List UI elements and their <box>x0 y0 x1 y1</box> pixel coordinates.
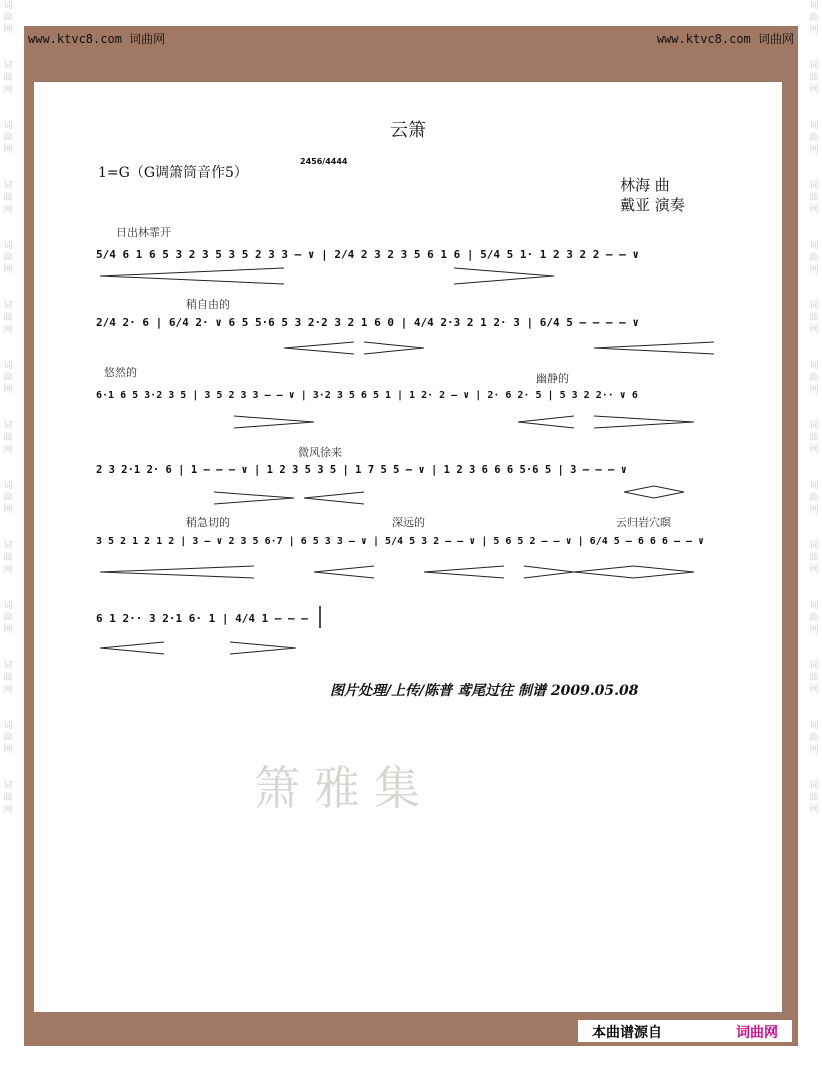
crescendo-hairpin <box>594 342 714 354</box>
side-watermark-text: 词曲网 <box>3 61 13 95</box>
side-watermark-text: 词曲网 <box>3 361 13 395</box>
score-line-6: 6 1 2·· 3 2·1 6· 1 | 4/4 1 – – – <box>96 612 308 625</box>
decrescendo-hairpin <box>634 566 694 578</box>
side-watermark-text: 词曲网 <box>809 121 819 155</box>
side-watermark-text: 词曲网 <box>809 361 819 395</box>
side-watermark-text: 词曲网 <box>809 481 819 515</box>
crescendo-hairpin <box>100 268 284 284</box>
source-site-link[interactable]: 词曲网 <box>736 1025 778 1041</box>
side-watermark-text: 词曲网 <box>809 1 819 35</box>
crescendo-hairpin <box>424 566 504 578</box>
expression-mark: 日出林霏开 <box>116 226 171 239</box>
expression-mark: 深远的 <box>392 516 425 529</box>
key-signature: 1=G（G调箫筒音作5） <box>98 165 248 181</box>
side-watermark-text: 词曲网 <box>809 721 819 755</box>
crescendo-hairpin <box>100 566 254 578</box>
side-watermark-text: 词曲网 <box>3 241 13 275</box>
side-watermark-text: 词曲网 <box>3 481 13 515</box>
side-watermark-left <box>0 0 16 1070</box>
song-title: 云箫 <box>390 120 426 141</box>
score-line-2: 2/4 2· 6 | 6/4 2· ∨ 6 5 5·6 5 3 2·2 3 2 1 6 0 | 4/4 2·3 2 1 2· 3 | 6/4 5 – – – – ∨ <box>96 316 640 329</box>
decrescendo-hairpin <box>454 268 554 284</box>
seal-watermark: 箫雅集 <box>254 761 434 815</box>
performer-credit: 戴亚 演奏 <box>620 196 685 214</box>
dynamics-marks <box>34 82 782 682</box>
decrescendo-hairpin <box>214 492 294 504</box>
expression-mark: 稍急切的 <box>186 516 230 529</box>
crescendo-hairpin <box>624 486 654 498</box>
side-watermark-text: 词曲网 <box>3 661 13 695</box>
expression-mark: 微风徐来 <box>298 446 342 459</box>
side-watermark-text: 词曲网 <box>3 181 13 215</box>
arranger-credit: 图片处理/上传/陈普 鸢尾过往 制谱 2009.05.08 <box>330 683 639 699</box>
expression-mark: 云归岩穴暝 <box>616 516 671 529</box>
side-watermark-text: 词曲网 <box>809 601 819 635</box>
decrescendo-hairpin <box>230 642 296 654</box>
expression-mark: 稍自由的 <box>186 298 230 311</box>
crescendo-hairpin <box>100 642 164 654</box>
score-line-4: 2 3 2·1 2· 6 | 1 – – – ∨ | 1 2 3 5 3 5 | 1 7 5 5 – ∨ | 1 2 3 6 6 6 5·6 5 | 3 – – – ∨ <box>96 464 628 476</box>
composer-credit: 林海 曲 <box>620 176 670 194</box>
crescendo-hairpin <box>284 342 354 354</box>
score-sheet <box>34 82 782 1012</box>
expression-mark: 悠然的 <box>104 366 137 379</box>
side-watermark-text: 词曲网 <box>3 721 13 755</box>
time-signatures: 2456/4444 <box>300 157 348 166</box>
side-watermark-text: 词曲网 <box>809 541 819 575</box>
side-watermark-text: 词曲网 <box>3 781 13 815</box>
crescendo-hairpin <box>304 492 364 504</box>
source-label: 本曲谱源自 <box>592 1025 662 1041</box>
site-url-right[interactable]: www.ktvc8.com 词曲网 <box>656 32 794 46</box>
side-watermark-text: 词曲网 <box>3 601 13 635</box>
side-watermark-text: 词曲网 <box>809 421 819 455</box>
decrescendo-hairpin <box>594 416 694 428</box>
decrescendo-hairpin <box>234 416 314 428</box>
side-watermark-text: 词曲网 <box>809 181 819 215</box>
side-watermark-text: 词曲网 <box>809 61 819 95</box>
side-watermark-text: 词曲网 <box>809 301 819 335</box>
score-line-1: 5/4 6 1 6 5 3 2 3 5 3 5 2 3 3 – ∨ | 2/4 2 3 2 3 5 6 1 6 | 5/4 5 1· 1 2 3 2 2 – – ∨ <box>96 248 640 261</box>
decrescendo-hairpin <box>654 486 684 498</box>
score-line-3: 6·1 6 5 3·2 3 5 | 3 5 2 3 3 – – ∨ | 3·2 3 5 6 5 1 | 1 2· 2 – ∨ | 2· 6 2· 5 | 5 3 2 2·· ∨ 6 <box>96 390 638 401</box>
side-watermark-text: 词曲网 <box>809 781 819 815</box>
side-watermark-text: 词曲网 <box>3 541 13 575</box>
side-watermark-right <box>806 0 822 1070</box>
site-url-left[interactable]: www.ktvc8.com 词曲网 <box>28 32 166 46</box>
decrescendo-hairpin <box>364 342 424 354</box>
side-watermark-text: 词曲网 <box>3 301 13 335</box>
score-line-5: 3 5 2 1 2 1 2 | 3 – ∨ 2 3 5 6·7 | 6 5 3 3 – ∨ | 5/4 5 3 2 – – ∨ | 5 6 5 2 – – ∨ | 6/4 5 – 6 6 6 – – ∨ <box>96 536 705 547</box>
side-watermark-text: 词曲网 <box>809 661 819 695</box>
side-watermark-text: 词曲网 <box>3 1 13 35</box>
side-watermark-text: 词曲网 <box>3 421 13 455</box>
crescendo-hairpin <box>574 566 634 578</box>
crescendo-hairpin <box>314 566 374 578</box>
side-watermark-text: 词曲网 <box>809 241 819 275</box>
crescendo-hairpin <box>518 416 574 428</box>
side-watermark-text: 词曲网 <box>3 121 13 155</box>
decrescendo-hairpin <box>524 566 574 578</box>
expression-mark: 幽静的 <box>536 372 569 385</box>
